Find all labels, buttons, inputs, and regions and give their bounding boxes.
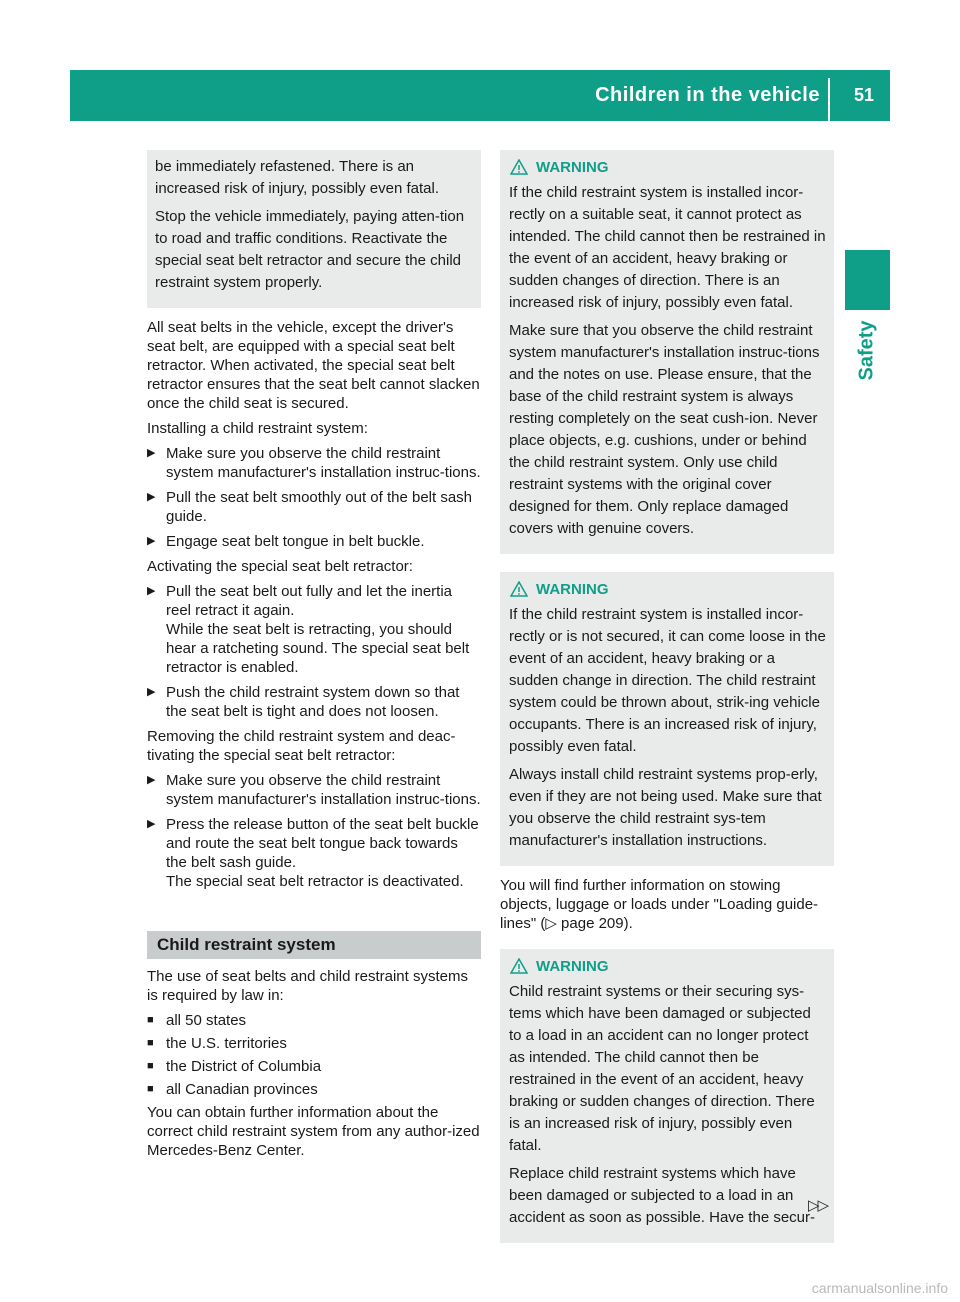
subheading: Activating the special seat belt retractor: xyxy=(147,558,413,575)
step-item xyxy=(147,815,481,891)
subheading: Removing the child restraint system and deac-tivating the special seat belt retractor: xyxy=(147,728,456,764)
body-paragraph: You can obtain further information about the correct child restraint system from any author-ized Mercedes-Benz Center. xyxy=(147,1104,480,1159)
section-tab-label: Safety xyxy=(856,319,878,381)
page-title: Children in the vehicle xyxy=(595,84,820,106)
step-arrow-icon: ▶ xyxy=(147,818,156,830)
step-item xyxy=(147,532,481,551)
bullet-icon: ■ xyxy=(147,1060,154,1072)
warning-label: WARNING xyxy=(536,158,609,176)
list-item xyxy=(147,1011,481,1030)
step-text: Pull the seat belt out fully and let the inertia reel retract it again. xyxy=(166,583,453,619)
warning-header xyxy=(500,578,834,600)
header-bar xyxy=(70,70,890,121)
warning-text: be immediately refastened. There is an increased risk of injury, possibly even fatal. xyxy=(155,158,440,197)
section-tab-marker xyxy=(845,250,890,310)
step-item xyxy=(147,444,481,482)
header-divider xyxy=(828,78,830,121)
bullet-icon: ■ xyxy=(147,1014,154,1026)
step-arrow-icon: ▶ xyxy=(147,535,156,547)
right-column xyxy=(500,150,834,1253)
page-number: 51 xyxy=(853,85,874,105)
list-item-text: the District of Columbia xyxy=(166,1058,322,1075)
warning-text: Replace child restraint systems which have been damaged or subjected to a load in an accident as soon as possible. Have the secur- xyxy=(509,1165,815,1226)
step-text: Push the child restraint system down so that the seat belt is tight and does not loosen. xyxy=(166,684,460,720)
step-arrow-icon: ▶ xyxy=(147,491,156,503)
step-arrow-icon: ▶ xyxy=(147,686,156,698)
list-item xyxy=(147,1080,481,1099)
step-item xyxy=(147,683,481,721)
body-paragraph: All seat belts in the vehicle, except the driver's seat belt, are equipped with a special seat belt retractor. When activated, the special seat belt retractor ensures that the seat belt cannot slacken once the child seat is secured. xyxy=(147,319,480,412)
step-item xyxy=(147,488,481,526)
warning-triangle-icon xyxy=(510,581,528,597)
page-reference-link[interactable]: ▷ page 209 xyxy=(545,915,624,932)
warning-header xyxy=(500,955,834,977)
info-text: You will find further information on stowing objects, luggage or loads under "Loading guide-lines" ( xyxy=(500,877,819,932)
watermark: carmanualsonline.info xyxy=(811,1280,948,1296)
body-paragraph xyxy=(500,876,834,933)
warning-text: Make sure that you observe the child restraint system manufacturer's installation instruc-tions and the notes on use. Please ensure, that the base of the child restraint system is always resting completely on the seat cush-ion. Never place objects, e.g. cushions, under or behind the child restraint system. Only use child restraint systems with the original cover designed for them. Only replace damaged covers with genuine covers. xyxy=(509,322,820,537)
warning-box xyxy=(500,150,834,554)
continue-marker-icon: ▷▷ xyxy=(808,1197,828,1214)
list-item-text: all 50 states xyxy=(166,1012,247,1029)
bullet-icon: ■ xyxy=(147,1037,154,1049)
warning-text: If the child restraint system is installed incor-rectly or is not secured, it can come loose in the event of an accident, heavy braking or a sudden change in direction. The child restraint system could be thrown about, strik-ing vehicle occupants. There is an increased risk of injury, possibly even fatal. xyxy=(509,606,826,755)
step-arrow-icon: ▶ xyxy=(147,774,156,786)
list-item-text: all Canadian provinces xyxy=(166,1081,318,1098)
warning-header xyxy=(500,156,834,178)
list-item xyxy=(147,1034,481,1053)
step-item xyxy=(147,582,481,677)
section-tab xyxy=(845,310,890,390)
step-text: Engage seat belt tongue in belt buckle. xyxy=(166,533,425,550)
section-heading: Child restraint system xyxy=(147,931,481,959)
info-text-end: ). xyxy=(623,915,633,932)
list-item xyxy=(147,1057,481,1076)
warning-text: Always install child restraint systems prop-erly, even if they are not being used. Make sure that you observe the child restraint sys-tem manufacturer's installation instructions. xyxy=(509,766,822,849)
step-item xyxy=(147,771,481,809)
step-result: While the seat belt is retracting, you should hear a ratcheting sound. The special seat belt retractor is enabled. xyxy=(166,621,470,676)
step-text: Press the release button of the seat belt buckle and route the seat belt tongue back towards the belt sash guide. xyxy=(166,816,479,871)
bullet-icon: ■ xyxy=(147,1083,154,1095)
left-column xyxy=(147,150,481,1166)
step-text: Pull the seat belt smoothly out of the belt sash guide. xyxy=(166,489,473,525)
warning-text: If the child restraint system is installed incor-rectly on a suitable seat, it cannot protect as intended. The child cannot then be restrained in the event of an accident, heavy braking or sudden changes of direction. There is an increased risk of injury, possibly even fatal. xyxy=(509,184,826,311)
warning-text: Stop the vehicle immediately, paying atten-tion to road and traffic conditions. Reactivate the special seat belt retractor and secure the child restraint system properly. xyxy=(155,208,465,291)
step-arrow-icon: ▶ xyxy=(147,447,156,459)
warning-box xyxy=(500,949,834,1243)
list-item-text: the U.S. territories xyxy=(166,1035,287,1052)
warning-triangle-icon xyxy=(510,958,528,974)
step-text: Make sure you observe the child restraint system manufacturer's installation instruc-tions. xyxy=(166,445,481,481)
step-arrow-icon: ▶ xyxy=(147,585,156,597)
subheading: Installing a child restraint system: xyxy=(147,420,368,437)
warning-label: WARNING xyxy=(536,580,609,598)
body-paragraph: The use of seat belts and child restraint systems is required by law in: xyxy=(147,968,468,1004)
warning-box xyxy=(500,572,834,866)
warning-continuation-box xyxy=(147,150,481,308)
warning-triangle-icon xyxy=(510,159,528,175)
warning-text: Child restraint systems or their securing sys-tems which have been damaged or subjected to a load in an accident can no longer protect as intended. The child cannot then be restrained in the event of an accident, heavy braking or sudden changes of direction. There is an increased risk of injury, possibly even fatal. xyxy=(509,983,815,1154)
step-result: The special seat belt retractor is deactivated. xyxy=(166,873,464,890)
warning-label: WARNING xyxy=(536,957,609,975)
step-text: Make sure you observe the child restraint system manufacturer's installation instruc-tions. xyxy=(166,772,481,808)
